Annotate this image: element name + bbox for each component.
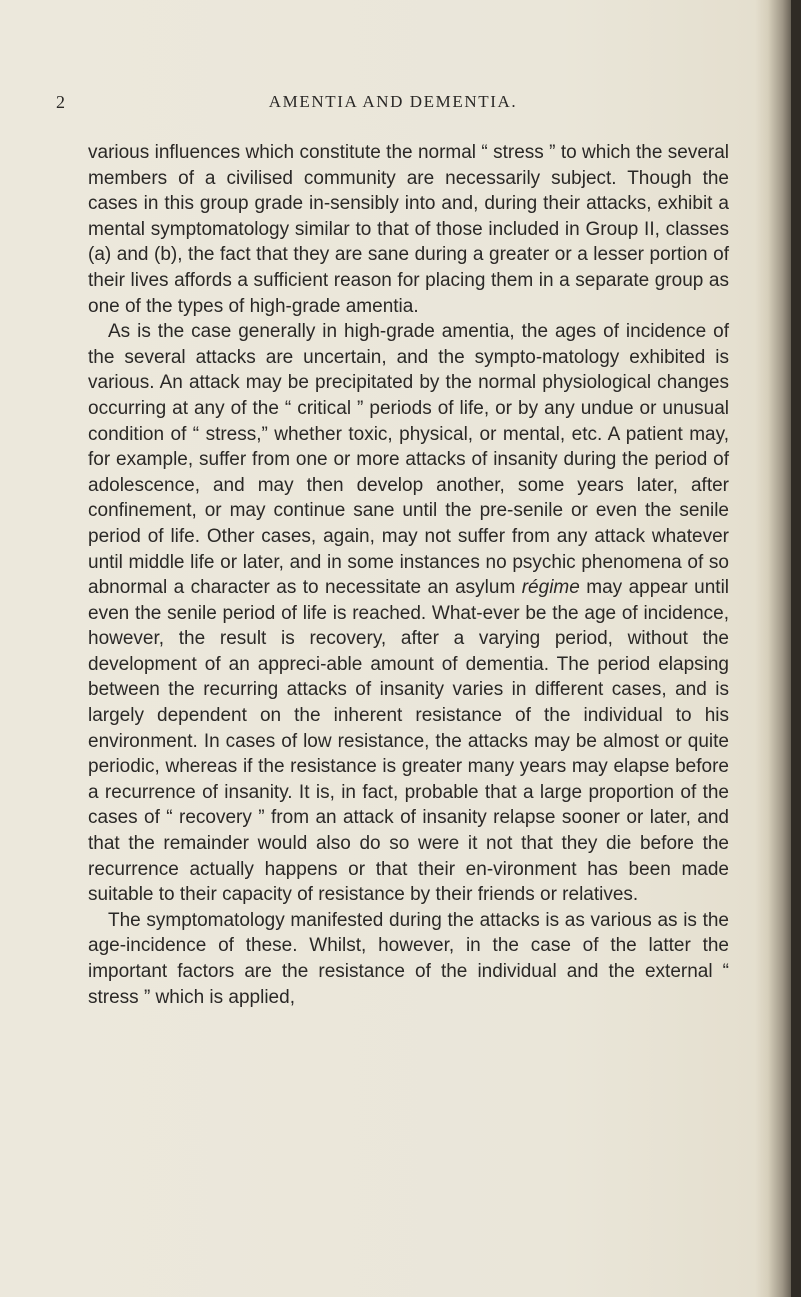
paragraph-2-part-1: As is the case generally in high-grade amentia, the ages of incidence of the several attacks are uncertain, and the sympto-matology exhibited is various. An attack may be precipitated by the normal physiological changes occurring at any of the “ critical ” periods of life, or by any undue or unusual condition of “ stress,” whether toxic, physical, or mental, etc. A patient may, for example, suffer from one or more attacks of insanity during the period of adolescence, and may then develop another, some years later, after confinement, or may continue sane until the pre-senile or even the senile period of life. Other cases, again, may not suffer from any attack whatever until middle life or later, and in some instances no psychic phenomena of so abnormal a character as to necessitate an asylum: [88, 321, 729, 599]
paragraph-3: The symptomatology manifested during the attacks is as various as is the age-incidence of these. Whilst, however, in the case of the latter the important factors are the resistance of the individual and the external “ stress ” which is applied,: [88, 909, 729, 1008]
book-spine-edge: [791, 0, 801, 1297]
page-header: [56, 92, 730, 116]
paragraph-2: [88, 319, 729, 908]
paragraph-1: various influences which constitute the normal “ stress ” to which the several members of a civilised community are necessarily subject. Though the cases in this group grade in-sensibly into and, during their attacks, exhibit a mental symptomatology similar to that of those included in Group II, classes (a) and (b), the fact that they are sane during a greater or a lesser portion of their lives affords a sufficient reason for placing them in a separate group as one of the types of high-grade amentia.: [88, 142, 729, 317]
running-head: AMENTIA AND DEMENTIA.: [268, 92, 518, 111]
body-text: [88, 140, 729, 1010]
italic-term: régime: [521, 577, 580, 599]
page-number: 2: [56, 92, 66, 112]
paragraph-2-part-2: may appear until even the senile period of life is reached. What-ever be the age of incidence, however, the result is recovery, after a varying period, without the development of an appreci-able amount of dementia. The period elapsing between the recurring attacks of insanity varies in different cases, and is largely dependent on the inherent resistance of the individual to his environment. In cases of low resistance, the attacks may be almost or quite periodic, whereas if the resistance is greater many years may elapse before a recurrence of insanity. It is, in fact, probable that a large proportion of the cases of “ recovery ” from an attack of insanity relapse sooner or later, and that the remainder would also do so were it not that they die before the recurrence actually happens or that their en-vironment has been made suitable to their capacity of resistance by their friends or relatives.: [88, 577, 730, 906]
